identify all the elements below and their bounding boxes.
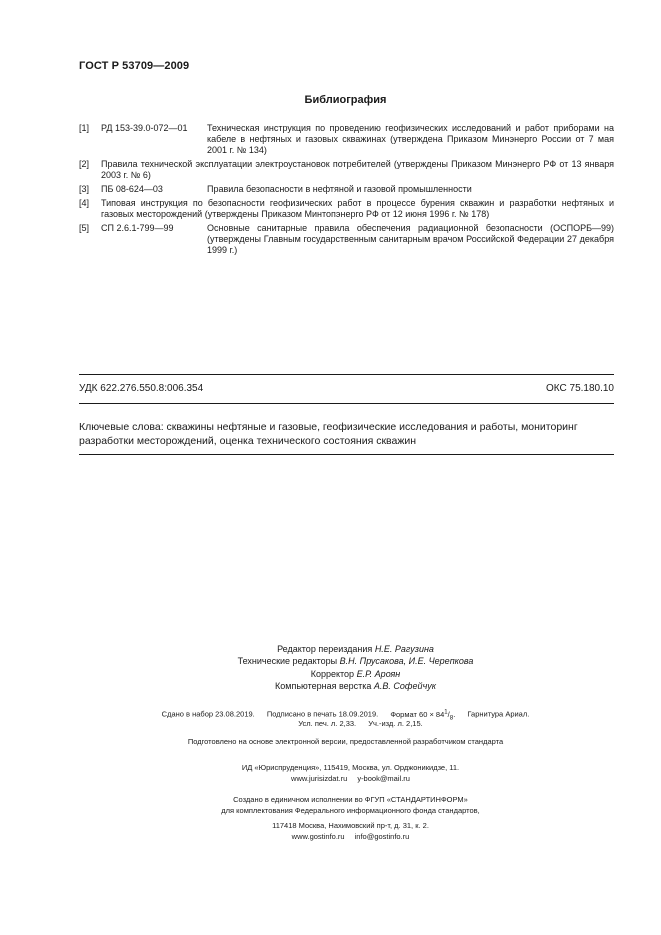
bibliography-item (79, 159, 614, 181)
bibliography-list (79, 123, 614, 259)
paper-format: Формат $60 \times 84^1/_8$. (390, 709, 456, 721)
credit-editor: Редактор переиздания Н.Е. Рагузина (277, 644, 434, 654)
keywords: Ключевые слова: скважины нефтяные и газовые, геофизические исследования и работы, мониторинг разработки месторождений, оценка технического состояния скважин (79, 421, 578, 447)
bibliography-item (79, 223, 614, 257)
bibliography-item-code: ПБ 08-624—03 (101, 184, 163, 195)
bibliography-item-number: [1] (79, 123, 90, 133)
bibliography-item-number: [3] (79, 184, 90, 195)
divider-top (79, 374, 614, 375)
credit-tech-editors: Технические редакторы В.Н. Прусакова, И.Е. Черепкова (237, 656, 474, 667)
credit-layout: Компьютерная верстка А.В. Софейчук (275, 680, 436, 691)
bibliography-item-number: [2] (79, 159, 90, 170)
creator-line2: для комплектования Федерального информационного фонда стандартов, (221, 806, 480, 815)
classification-row (79, 383, 614, 394)
bibliography-item-text: Типовая инструкция по безопасности геофизических работ в процессе бурения скважин и разработки нефтяных и газовых месторождений (утверждены Приказом Минтопэнерго РФ от 12 июня 1996 г. № 178) (101, 197, 614, 219)
divider-middle (79, 403, 614, 404)
bibliography-item-text: Правила безопасности в нефтяной и газовой промышленности (207, 184, 472, 195)
bibliography-item (79, 198, 614, 220)
bibliography-item (79, 184, 614, 195)
oks-code: ОКС 75.180.10 (546, 383, 614, 394)
publisher-block (0, 762, 661, 784)
creator-contacts (40, 831, 661, 842)
creator-email: info@gostinfo.ru (354, 832, 410, 841)
prepared-note: Подготовлено на основе электронной версии, предоставленной разработчиком стандарта (187, 737, 504, 746)
publisher-sheets: Уч.-изд. л. 2,15. (368, 719, 423, 728)
bibliography-item-number: [4] (79, 197, 90, 208)
creator-site: www.gostinfo.ru (291, 832, 345, 841)
publisher-address: ИД «Юриспруденция», 115419, Москва, ул. Орджоникидзе, 11. (241, 763, 460, 772)
bibliography-item (79, 123, 614, 157)
publisher-email: y-book@mail.ru (357, 774, 410, 783)
bibliography-item-text: Правила технической эксплуатации электроустановок потребителей (утверждены Приказом Минэнерго РФ от 13 января 2003 г. № 6) (101, 159, 614, 181)
creator-address: 117418 Москва, Нахимовский пр-т, д. 31, к. 2. (272, 821, 429, 830)
submitted-date: Сдано в набор 23.08.2019. (161, 709, 255, 719)
publisher-contacts (40, 773, 661, 784)
bibliography-item-text: Основные санитарные правила обеспечения радиационной безопасности (ОСПОРБ—99) (утверждены Главным государственным санитарным врачом Российской Федерации 27 декабря 1999 г.) (207, 222, 614, 256)
print-sheets: Усл. печ. л. 2,33. (298, 719, 357, 728)
divider-bottom (79, 454, 614, 455)
typeface: Гарнитура Ариал. (467, 709, 530, 719)
publication-info-line2 (0, 719, 661, 730)
creator-line1: Создано в единичном исполнении во ФГУП «СТАНДАРТИНФОРМ» (233, 795, 468, 804)
bibliography-item-code: РД 153-39.0-072—01 (101, 123, 188, 133)
bibliography-item-code: СП 2.6.1-799—99 (101, 222, 174, 233)
bibliography-title: Библиография (304, 94, 387, 106)
udk-code: УДК 622.276.550.8:006.354 (79, 383, 204, 394)
creator-block (0, 794, 661, 842)
credit-corrector: Корректор Е.Р. Ароян (310, 668, 401, 679)
bibliography-item-number: [5] (79, 222, 90, 233)
credits-block (0, 643, 661, 692)
signed-date: Подписано в печать 18.09.2019. (266, 709, 379, 719)
document-code: ГОСТ Р 53709—2009 (79, 60, 190, 72)
publisher-site: www.jurisizdat.ru (291, 774, 348, 783)
bibliography-item-text: Техническая инструкция по проведению геофизических исследований и работ приборами на кабеле в нефтяных и газовых скважинах (утверждена Приказом Минэнерго России от 7 мая 2001 г. № 134) (207, 123, 614, 156)
